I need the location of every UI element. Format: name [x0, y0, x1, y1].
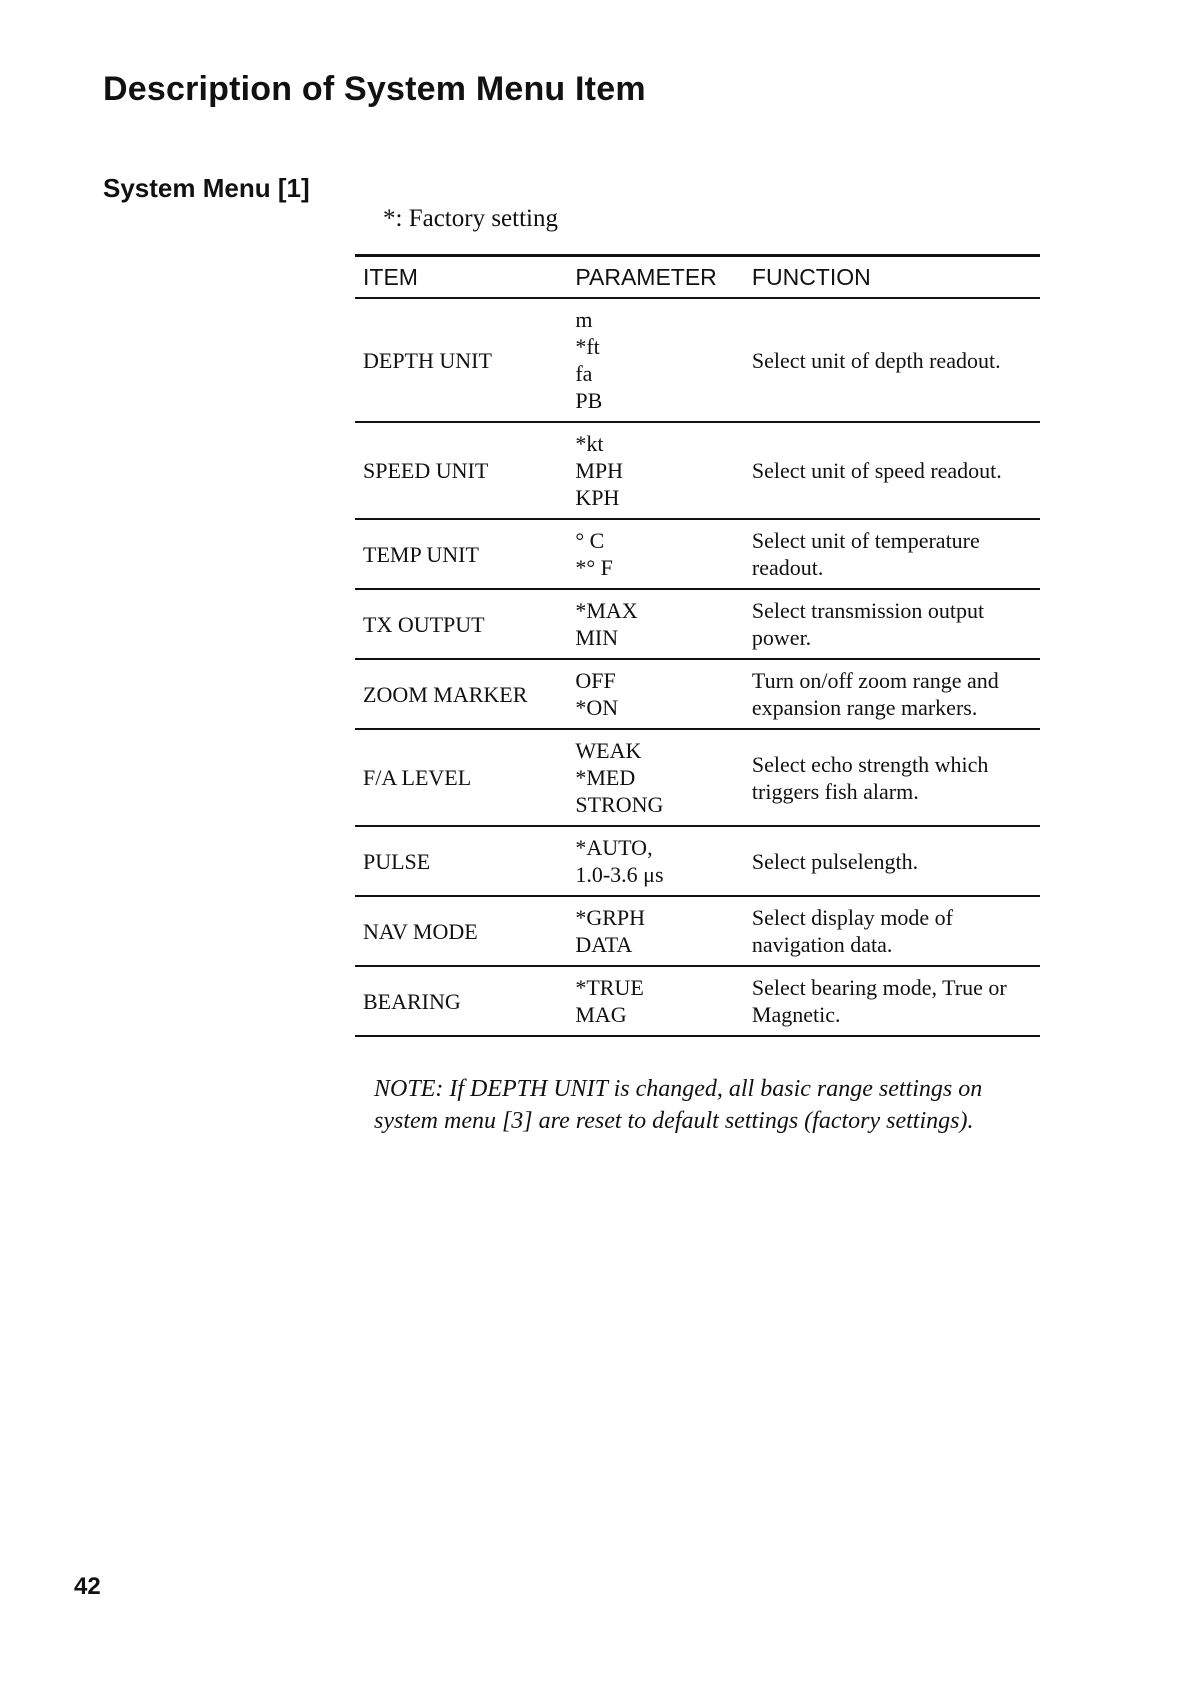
function-cell: Select transmission output power.: [744, 589, 1040, 659]
parameter-option: STRONG: [575, 792, 664, 817]
factory-setting-legend: *: Factory setting: [383, 205, 558, 232]
item-cell: BEARING: [355, 966, 567, 1036]
function-cell: Select unit of speed readout.: [744, 422, 1040, 519]
function-cell: Select bearing mode, True or Magnetic.: [744, 966, 1040, 1036]
page-number: 42: [74, 1573, 101, 1600]
parameter-cell: [567, 966, 744, 1036]
parameter-option: *ON: [575, 695, 619, 720]
parameter-option: PB: [575, 388, 603, 413]
page-title: Description of System Menu Item: [103, 70, 646, 108]
column-header-parameter: PARAMETER: [567, 256, 744, 299]
parameter-option: *ft: [575, 334, 600, 359]
parameter-option: *kt: [575, 431, 604, 456]
column-header-function: FUNCTION: [744, 256, 1040, 299]
item-cell: ZOOM MARKER: [355, 659, 567, 729]
parameter-option: *MAX: [575, 598, 638, 623]
parameter-option: WEAK: [575, 738, 642, 763]
function-cell: Select display mode of navigation data.: [744, 896, 1040, 966]
function-cell: Select echo strength which triggers fish alarm.: [744, 729, 1040, 826]
parameter-cell: [567, 826, 744, 896]
table-header-row: [355, 256, 1040, 299]
function-cell: Select unit of temperature readout.: [744, 519, 1040, 589]
system-menu-table: [355, 254, 1040, 1037]
parameter-cell: [567, 519, 744, 589]
table-row: [355, 298, 1040, 422]
parameter-option: *AUTO,: [575, 835, 653, 860]
table-row: [355, 519, 1040, 589]
table-row: [355, 729, 1040, 826]
column-header-item: ITEM: [355, 256, 567, 299]
table-row: [355, 422, 1040, 519]
table-body: [355, 298, 1040, 1036]
section-title: System Menu [1]: [103, 173, 310, 203]
item-cell: F/A LEVEL: [355, 729, 567, 826]
item-cell: PULSE: [355, 826, 567, 896]
item-cell: NAV MODE: [355, 896, 567, 966]
parameter-option: MPH: [575, 458, 624, 483]
item-cell: TEMP UNIT: [355, 519, 567, 589]
parameter-option: MIN: [575, 625, 619, 650]
parameter-cell: [567, 298, 744, 422]
parameter-option: *TRUE: [575, 975, 644, 1000]
item-cell: TX OUTPUT: [355, 589, 567, 659]
function-cell: Turn on/off zoom range and expansion range markers.: [744, 659, 1040, 729]
table-row: [355, 659, 1040, 729]
parameter-option: *° F: [575, 555, 613, 580]
parameter-option: m: [575, 307, 593, 332]
parameter-option: DATA: [575, 932, 633, 957]
note-text: NOTE: If DEPTH UNIT is changed, all basic range settings on system menu [3] are reset to default settings (factory settings).: [374, 1076, 983, 1134]
parameter-option: fa: [575, 361, 593, 386]
item-cell: DEPTH UNIT: [355, 298, 567, 422]
parameter-option: OFF: [575, 668, 616, 693]
parameter-option: ° C: [575, 528, 605, 553]
parameter-option: MAG: [575, 1002, 627, 1027]
table-row: [355, 589, 1040, 659]
parameter-option: KPH: [575, 485, 620, 510]
parameter-option: *GRPH: [575, 905, 646, 930]
parameter-cell: [567, 422, 744, 519]
parameter-option: *MED: [575, 765, 636, 790]
item-cell: SPEED UNIT: [355, 422, 567, 519]
parameter-cell: [567, 729, 744, 826]
table-row: [355, 896, 1040, 966]
table-row: [355, 966, 1040, 1036]
parameter-option: 1.0-3.6 μs: [575, 862, 664, 887]
function-cell: Select unit of depth readout.: [744, 298, 1040, 422]
parameter-cell: [567, 896, 744, 966]
parameter-cell: [567, 659, 744, 729]
function-cell: Select pulselength.: [744, 826, 1040, 896]
table-row: [355, 826, 1040, 896]
parameter-cell: [567, 589, 744, 659]
